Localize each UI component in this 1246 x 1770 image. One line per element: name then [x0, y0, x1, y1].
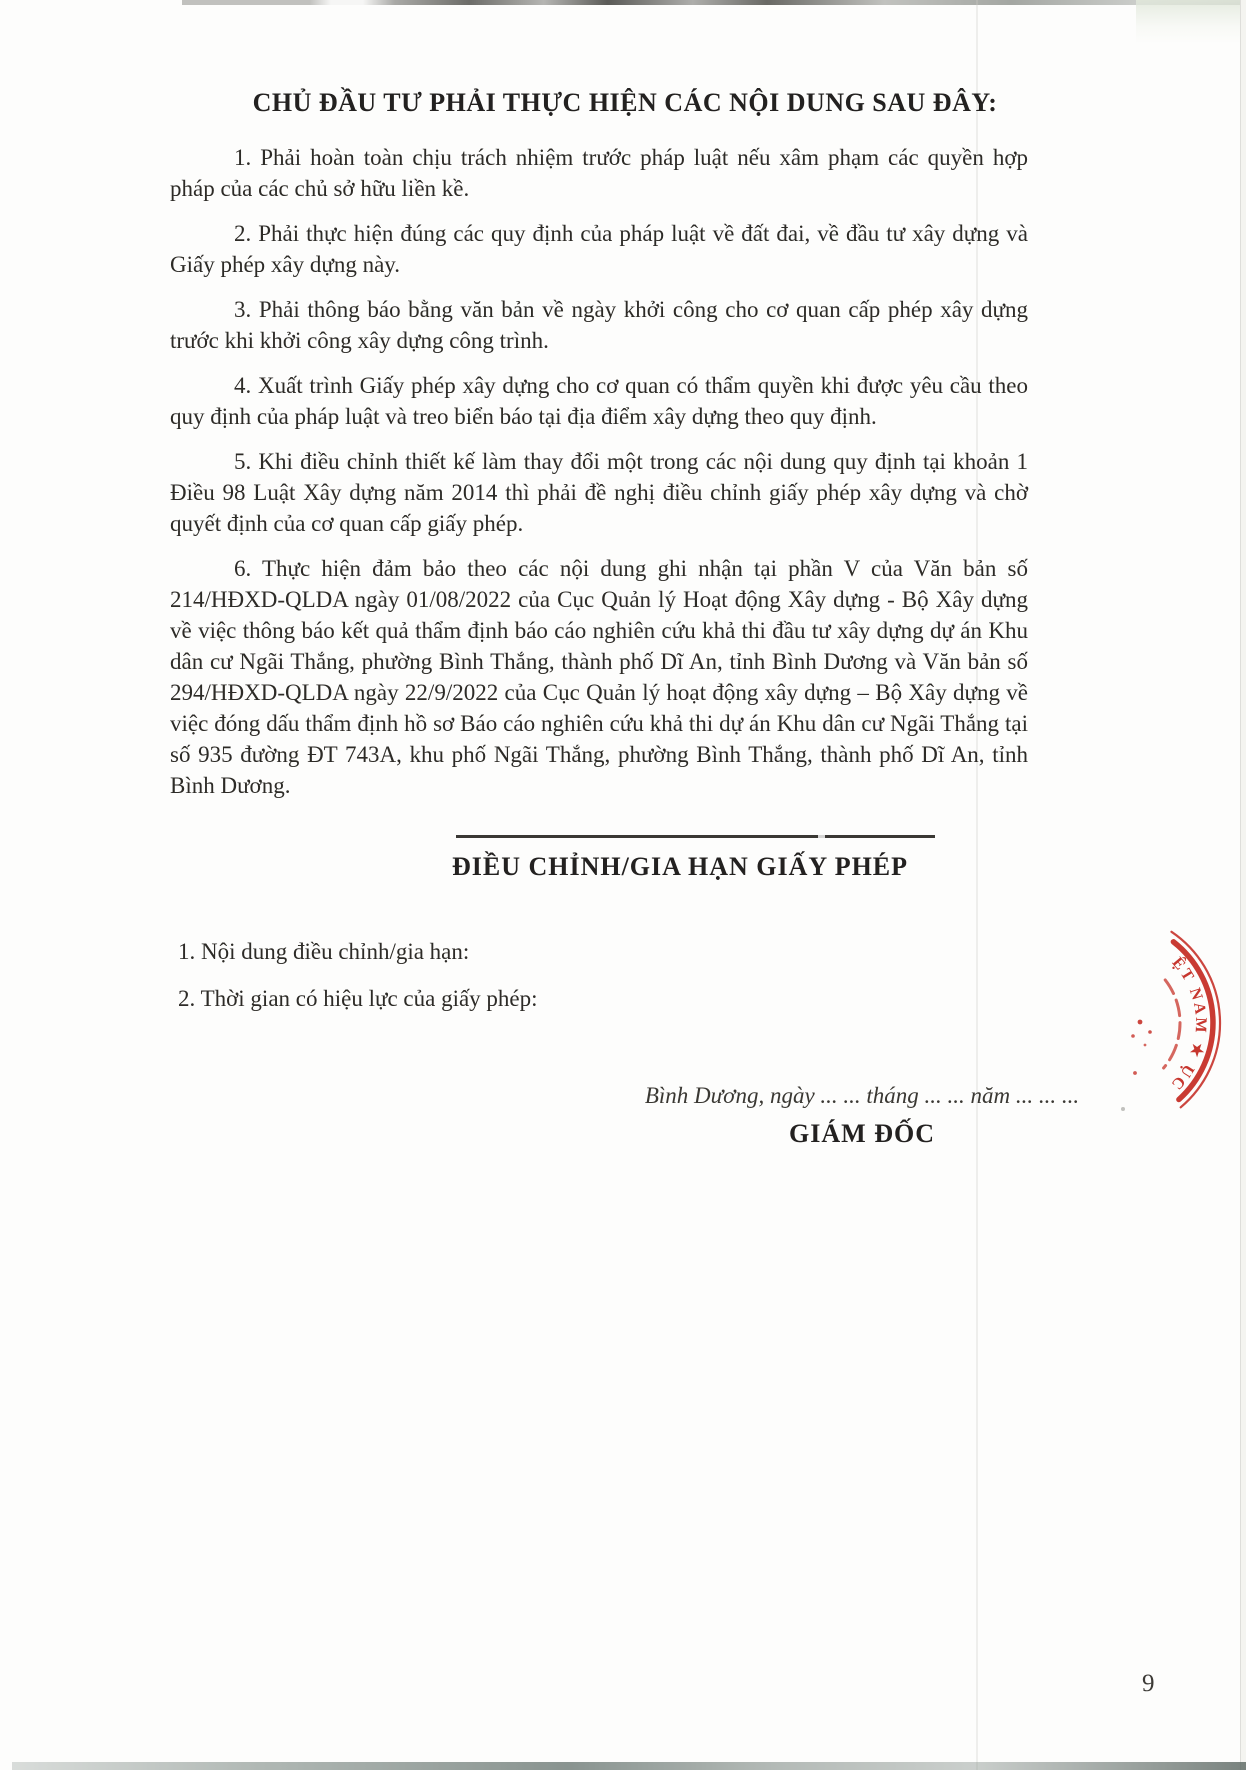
scan-artifact-top-right-tint: [1136, 0, 1246, 44]
obligation-item-6: 6. Thực hiện đảm bảo theo các nội dung ghi nhận tại phần V của Văn bản số 214/HĐXD-QLDA ngày 01/08/2022 của Cục Quản lý Hoạt động Xây dựng - Bộ Xây dựng về việc thông báo kết quả thẩm định báo cáo nghiên cứu khả thi đầu tư xây dựng dự án Khu dân cư Ngãi Thắng, phường Bình Thắng, thành phố Dĩ An, tỉnh Bình Dương và Văn bản số 294/HĐXD-QLDA ngày 22/9/2022 của Cục Quản lý hoạt động xây dựng – Bộ Xây dựng về việc đóng dấu thẩm định hồ sơ Báo cáo nghiên cứu khả thi dự án Khu dân cư Ngãi Thắng tại số 935 đường ĐT 743A, khu phố Ngãi Thắng, phường Bình Thắng, thành phố Dĩ An, tỉnh Bình Dương.: [170, 556, 1028, 798]
obligation-item-2: 2. Phải thực hiện đúng các quy định của pháp luật về đất đai, về đầu tư xây dựng và Giấy phép xây dựng này.: [170, 221, 1028, 277]
scan-speck: [1121, 1107, 1125, 1111]
obligation-item-3: 3. Phải thông báo bằng văn bản về ngày khởi công cho cơ quan cấp phép xây dựng trước khi khởi công xây dựng công trình.: [170, 297, 1028, 353]
stamp-ink-specks: [1131, 1020, 1152, 1075]
obligations-section-title: CHỦ ĐẦU TƯ PHẢI THỰC HIỆN CÁC NỘI DUNG SAU ĐÂY:: [252, 88, 998, 117]
obligation-item-4: 4. Xuất trình Giấy phép xây dựng cho cơ quan có thẩm quyền khi được yêu cầu theo quy định của pháp luật và treo biển báo tại địa điểm xây dựng theo quy định.: [170, 373, 1028, 429]
stamp-inner-ring: [1164, 980, 1180, 1068]
scan-artifact-bottom-band: [12, 1762, 1246, 1770]
signature-signer-title: GIÁM ĐỐC: [789, 1119, 935, 1148]
official-red-stamp-icon: [1115, 885, 1246, 1120]
adjustment-list: [178, 936, 878, 1030]
adjustment-section-title: ĐIỀU CHỈNH/GIA HẠN GIẤY PHÉP: [451, 852, 909, 881]
signature-block: [628, 1080, 1096, 1149]
page-number: 9: [1142, 1670, 1155, 1697]
section-divider-line: [456, 835, 935, 838]
adjustment-item-2: 2. Thời gian có hiệu lực của giấy phép:: [178, 986, 538, 1011]
signature-place-date: Bình Dương, ngày ... ... tháng ... ... năm ... ... ...: [644, 1083, 1080, 1108]
obligation-item-5: 5. Khi điều chỉnh thiết kế làm thay đổi một trong các nội dung quy định tại khoản 1 Điều 98 Luật Xây dựng năm 2014 thì phải đề nghị điều chỉnh giấy phép xây dựng và chờ quyết định của cơ quan cấp giấy phép.: [170, 449, 1028, 536]
obligation-item-1: 1. Phải hoàn toàn chịu trách nhiệm trước pháp luật nếu xâm phạm các quyền hợp pháp của các chủ sở hữu liền kề.: [170, 145, 1028, 201]
adjustment-item-1: 1. Nội dung điều chỉnh/gia hạn:: [178, 939, 470, 964]
scan-artifact-top-band: [182, 0, 1246, 5]
stamp-rim-text: ỆT NAM ★ ỤC: [1166, 954, 1210, 1095]
obligations-list: [170, 142, 1028, 815]
divider-ink-gap: [818, 835, 825, 838]
